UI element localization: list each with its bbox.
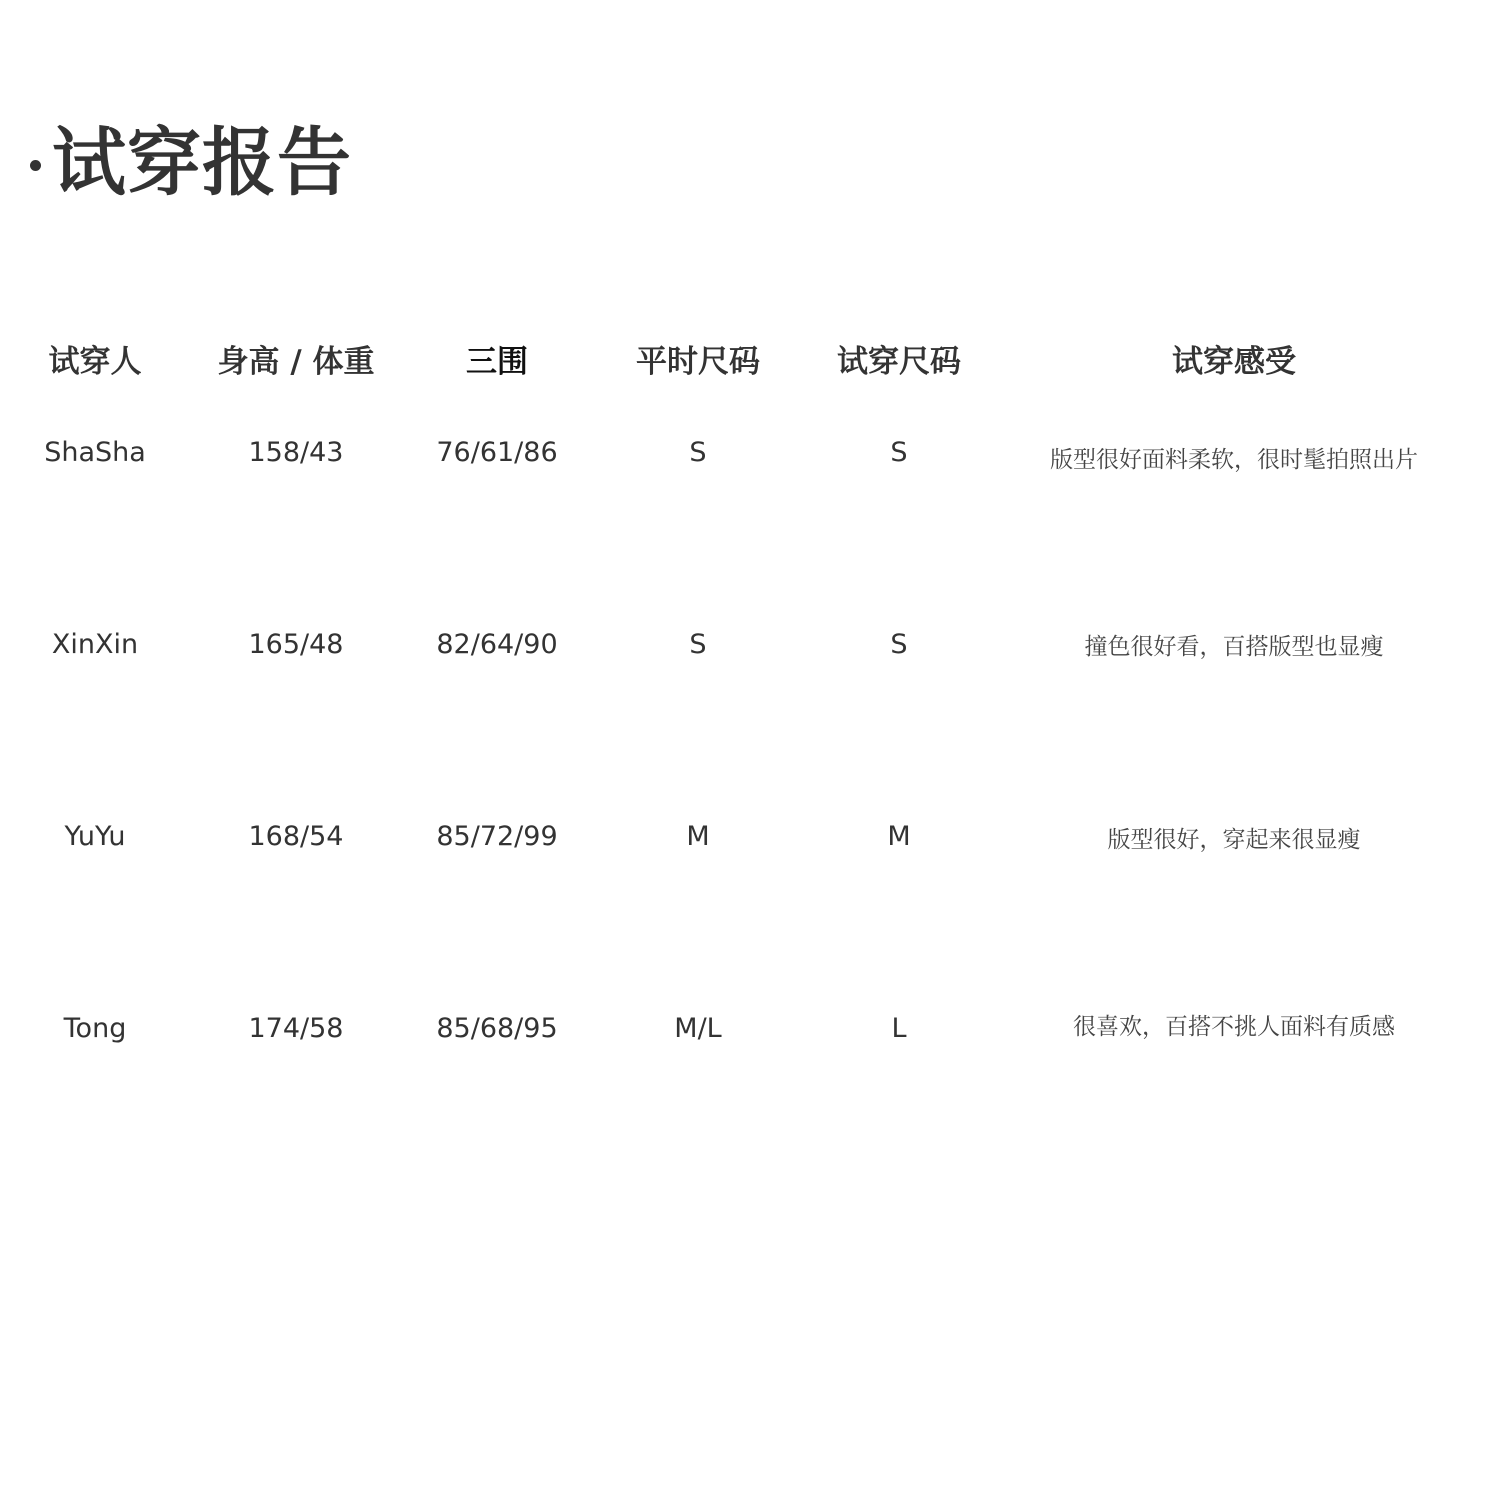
- cell-tester: YuYu: [64, 821, 126, 852]
- header-trial-size: 试穿尺码: [837, 344, 961, 380]
- cell-tester: Tong: [63, 1013, 127, 1044]
- cell-measurements: 85/72/99: [436, 821, 558, 852]
- cell-trial-size: L: [891, 1013, 907, 1044]
- cell-height-weight: 168/54: [248, 821, 344, 852]
- header-usual-size: 平时尺码: [636, 344, 760, 380]
- cell-measurements: 76/61/86: [436, 437, 558, 468]
- cell-feedback: 版型很好面料柔软，很时髦拍照出片: [1050, 447, 1418, 473]
- table-header-row: [0, 337, 1500, 387]
- cell-feedback: 撞色很好看，百搭版型也显瘦: [1084, 634, 1384, 660]
- bullet-dot-icon: [30, 160, 41, 171]
- cell-usual-size: S: [689, 629, 707, 660]
- cell-feedback: 版型很好，穿起来很显瘦: [1107, 827, 1361, 853]
- table-row: [0, 428, 1500, 478]
- cell-trial-size: S: [890, 629, 908, 660]
- cell-trial-size: M: [887, 821, 911, 852]
- table-row: [0, 1004, 1500, 1054]
- page-title-block: [30, 118, 352, 208]
- cell-height-weight: 174/58: [248, 1013, 344, 1044]
- cell-usual-size: S: [689, 437, 707, 468]
- table-row: [0, 812, 1500, 862]
- cell-feedback: 很喜欢，百搭不挑人面料有质感: [1073, 1014, 1395, 1040]
- cell-trial-size: S: [890, 437, 908, 468]
- header-height-weight: 身高 / 体重: [217, 344, 375, 380]
- cell-tester: ShaSha: [44, 437, 146, 468]
- table-row: [0, 620, 1500, 670]
- cell-height-weight: 165/48: [248, 629, 344, 660]
- cell-height-weight: 158/43: [248, 437, 344, 468]
- cell-usual-size: M: [686, 821, 710, 852]
- header-measurements: 三围: [466, 344, 528, 380]
- cell-measurements: 82/64/90: [436, 629, 558, 660]
- header-feedback: 试穿感受: [1172, 344, 1296, 380]
- page-title: 试穿报告: [52, 120, 352, 206]
- cell-measurements: 85/68/95: [436, 1013, 558, 1044]
- cell-usual-size: M/L: [674, 1013, 722, 1044]
- cell-tester: XinXin: [51, 629, 139, 660]
- header-tester: 试穿人: [48, 344, 142, 380]
